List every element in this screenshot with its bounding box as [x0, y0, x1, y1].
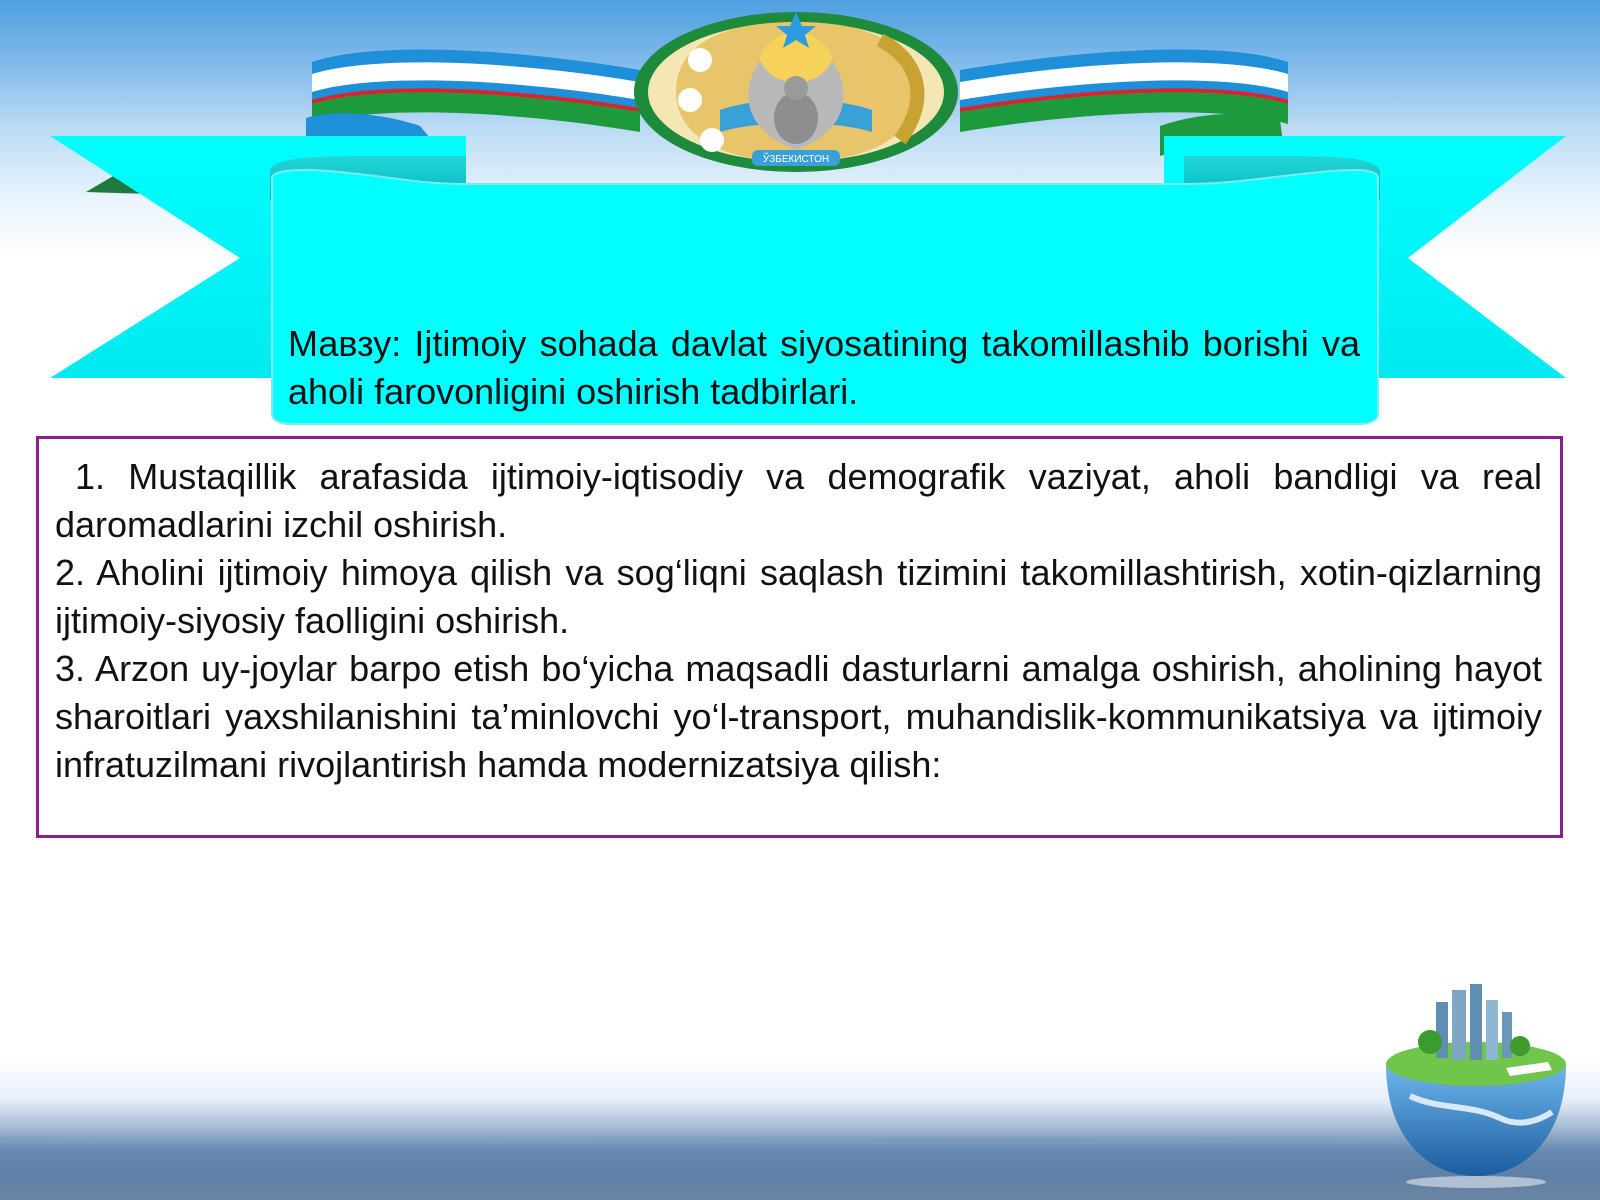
emblem-banner-text: ЎЗБЕКИСТОН [762, 154, 830, 165]
content-frame [36, 436, 1563, 838]
list-item: 3. Arzon uy-joylar barpo etish bo‘yicha maqsadli dasturlarni amalga oshirish, aholining hayot sharoitlari yaxshilanishini ta’minlovchi yo‘l-transport, muhandislik-kommunikatsiya va ijtimoiy infratuzilmani rivojlantirish hamda modernizatsiya qilish: [55, 648, 1542, 785]
list-item: 1. Mustaqillik arafasida ijtimoiy-iqtisodiy va demografik vaziyat, aholi bandligi va real daromadlarini izchil oshirish. [55, 456, 1542, 545]
bottom-wave-decoration [0, 1130, 1600, 1200]
slide-title: Мавзу: Ijtimoiy sohada davlat siyosatining takomillashib borishi va aholi farovonligini oshirish tadbirlari. [288, 323, 1360, 412]
list-item: 2. Aholini ijtimoiy himoya qilish va sog‘liqni saqlash tizimini takomillashtirish, xotin-qizlarning ijtimoiy-siyosiy faolligini oshirish. [55, 552, 1542, 641]
